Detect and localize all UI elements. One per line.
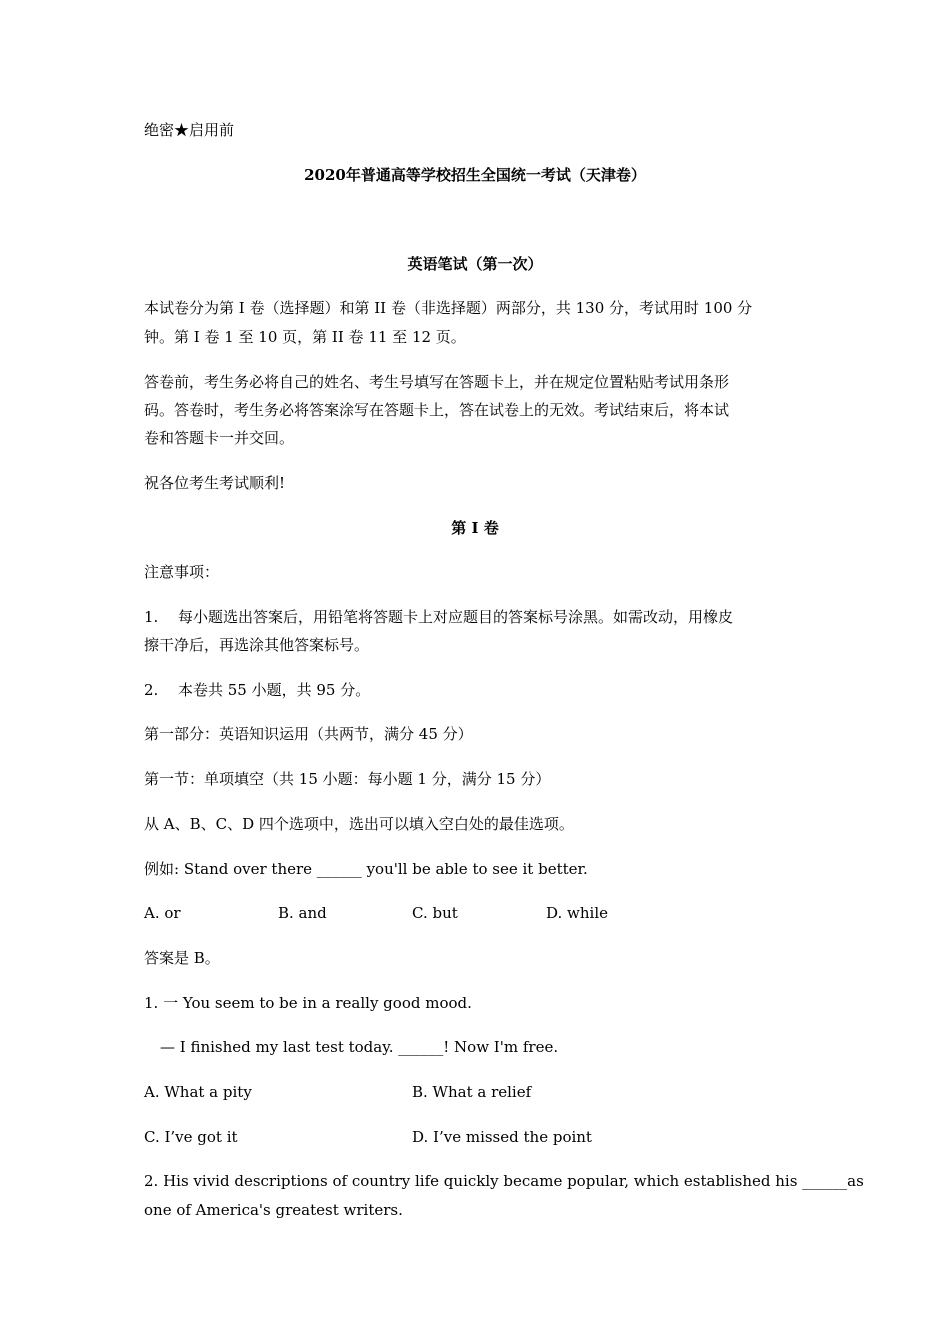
example-answer: 答案是 B。	[144, 949, 220, 967]
part-1-heading: 第一部分：英语知识运用（共两节，满分 45 分）	[144, 725, 473, 743]
question-1-option-c: C. I’ve got it	[144, 1128, 238, 1146]
intro-paragraph-2-line-1: 答卷前，考生务必将自己的姓名、考生号填写在答题卡上，并在规定位置粘贴考试用条形	[144, 373, 730, 391]
example-stem: 例如: Stand over there ______ you'll be able to see it better.	[144, 860, 588, 878]
example-option-b: B. and	[278, 904, 327, 922]
notes-label: 注意事项：	[144, 563, 220, 581]
note-1-line-1: 每小题选出答案后，用铅笔将答题卡上对应题目的答案标号涂黑。如需改动，用橡皮	[178, 608, 734, 626]
example-option-a: A. or	[144, 904, 181, 922]
section-instructions: 从 A、B、C、D 四个选项中，选出可以填入空白处的最佳选项。	[144, 815, 574, 833]
example-option-c: C. but	[412, 904, 458, 922]
question-1-line-1: 1. 一 You seem to be in a really good mood.	[144, 994, 472, 1012]
good-luck-text: 祝各位考生考试顺利!	[144, 474, 286, 492]
question-1-line-2: — I finished my last test today. ______! Now I'm free.	[160, 1038, 559, 1056]
question-2-line-1: 2. His vivid descriptions of country life quickly became popular, which established his ______as	[144, 1172, 864, 1190]
note-1-line-2: 擦干净后，再选涂其他答案标号。	[144, 636, 370, 654]
question-2-line-2: one of America's greatest writers.	[144, 1201, 403, 1219]
question-1-option-a: A. What a pity	[144, 1083, 252, 1101]
question-1-option-d: D. I’ve missed the point	[412, 1128, 592, 1146]
intro-paragraph-2-line-3: 卷和答题卡一并交回。	[144, 429, 295, 447]
exam-title: 2020年普通高等学校招生全国统一考试（天津卷）	[304, 166, 646, 184]
classification-label: 绝密★启用前	[144, 121, 235, 139]
question-1-option-b: B. What a relief	[412, 1083, 532, 1101]
section-1-heading: 第一节：单项填空（共 15 小题：每小题 1 分，满分 15 分）	[144, 770, 551, 788]
example-option-d: D. while	[546, 904, 608, 922]
note-1-number: 1.	[144, 608, 159, 626]
note-2-text: 本卷共 55 小题，共 95 分。	[178, 681, 371, 699]
note-2-number: 2.	[144, 681, 159, 699]
intro-paragraph-1-line-2: 钟。第 I 卷 1 至 10 页，第 II 卷 11 至 12 页。	[144, 328, 466, 346]
volume-1-heading: 第 I 卷	[451, 519, 499, 537]
intro-paragraph-1-line-1: 本试卷分为第 I 卷（选择题）和第 II 卷（非选择题）两部分，共 130 分，考试用时 100 分	[144, 299, 753, 317]
subject-title: 英语笔试（第一次）	[407, 255, 543, 273]
intro-paragraph-2-line-2: 码。答卷时，考生务必将答案涂写在答题卡上，答在试卷上的无效。考试结束后，将本试	[144, 401, 730, 419]
